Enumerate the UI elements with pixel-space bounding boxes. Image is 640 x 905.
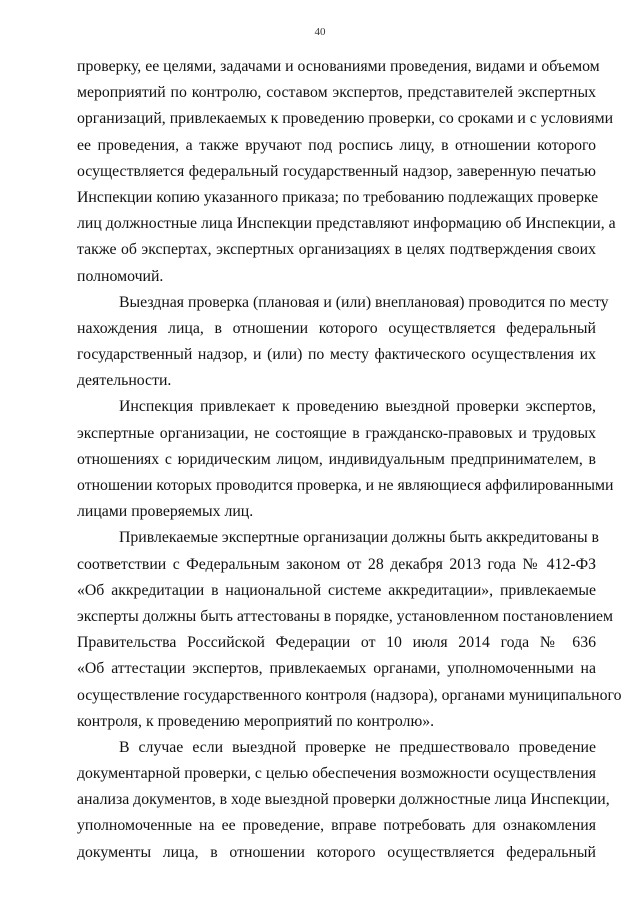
paragraph: [77, 290, 609, 395]
text-line: Правительства Российской Федерации от 10 июля 2014 года № 636: [77, 634, 596, 652]
text-line: проверку, ее целями, задачами и основаниями проведения, видами и объемом: [77, 58, 600, 75]
text-line: документарной проверки, с целью обеспечения возможности осуществления: [77, 765, 596, 783]
text-line: Привлекаемые экспертные организации должны быть аккредитованы в: [119, 529, 599, 547]
text-line: отношениях с юридическим лицом, индивидуальным предпринимателем, в: [77, 450, 596, 468]
text-line: лиц должностные лица Инспекции представляют информацию об Инспекции, а: [77, 215, 616, 233]
text-line: контроля, к проведению мероприятий по контролю».: [77, 712, 435, 730]
paragraph: [77, 54, 616, 290]
paragraph: [77, 394, 614, 525]
text-line: уполномоченные на ее проведение, вправе потребовать для ознакомления: [77, 817, 596, 835]
text-line: Инспекция привлекает к проведению выездной проверки экспертов,: [119, 398, 596, 416]
document-body: [77, 54, 622, 866]
text-line: ее проведения, а также вручают под роспись лицу, в отношении которого: [77, 136, 596, 154]
text-line: мероприятий по контролю, составом экспертов, представителей экспертных: [77, 84, 596, 102]
text-line: «Об аттестации экспертов, привлекаемых органами, уполномоченными на: [77, 660, 596, 678]
paragraph: [77, 735, 610, 866]
text-line: государственный надзор, и (или) по месту фактического осуществления их: [77, 346, 596, 364]
text-line: В случае если выездной проверке не предшествовало проведение: [119, 738, 596, 756]
text-line: отношении которых проводится проверка, и не являющиеся аффилированными: [77, 477, 614, 494]
text-line: эксперты должны быть аттестованы в порядке, установленном постановлением: [77, 607, 614, 625]
text-line: осуществляется федеральный государственный надзор, заверенную печатью: [77, 162, 596, 180]
text-line: «Об аккредитации в национальной системе аккредитации», привлекаемые: [77, 581, 596, 599]
paragraph: [77, 525, 622, 735]
text-line: организаций, привлекаемых к проведению проверки, со сроками и с условиями: [77, 110, 614, 128]
text-line: нахождения лица, в отношении которого осуществляется федеральный: [77, 319, 596, 337]
text-line: осуществление государственного контроля (надзора), органами муниципального: [77, 686, 622, 704]
text-line: полномочий.: [77, 267, 164, 285]
text-line: лицами проверяемых лиц.: [77, 503, 254, 521]
text-line: деятельности.: [77, 372, 172, 390]
text-line: Выездная проверка (плановая и (или) внеплановая) проводится по месту: [119, 293, 609, 311]
text-line: также об экспертах, экспертных организациях в целях подтверждения своих: [77, 241, 596, 259]
text-line: Инспекции копию указанного приказа; по требованию подлежащих проверке: [77, 188, 599, 206]
page-number: 40: [314, 26, 326, 38]
text-line: экспертные организации, не состоящие в гражданско-правовых и трудовых: [77, 424, 596, 442]
text-line: документы лица, в отношении которого осуществляется федеральный: [77, 843, 596, 861]
text-line: соответствии с Федеральным законом от 28 декабря 2013 года № 412-ФЗ: [77, 555, 596, 573]
text-line: анализа документов, в ходе выездной проверки должностные лица Инспекции,: [77, 791, 610, 809]
